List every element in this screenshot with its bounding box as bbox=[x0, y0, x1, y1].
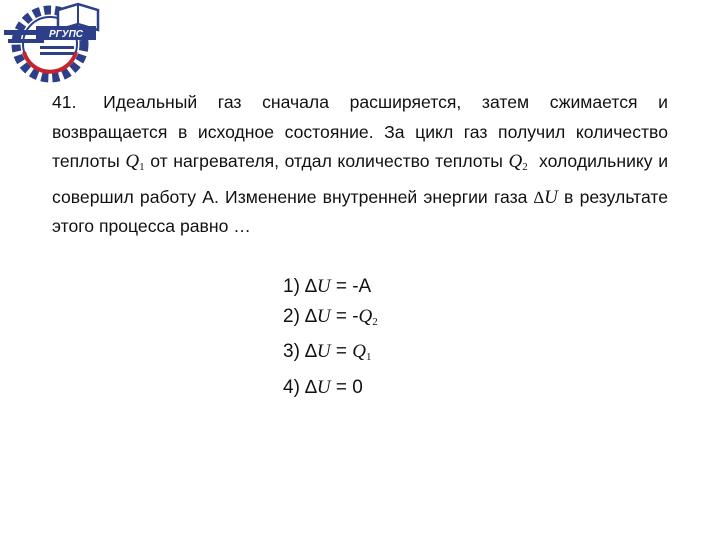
question-part-3: холодильнику и совершил работу А. Изменение внутренней энергии газа bbox=[52, 151, 669, 207]
question-part-2: от нагревателя, отдал количество теплоты bbox=[150, 151, 503, 172]
question-number: 41. bbox=[52, 92, 77, 112]
answer-option-2[interactable]: 2) $\Delta U = -Q_2$ bbox=[283, 305, 378, 328]
question-part-4: в результате этого процесса равно … bbox=[52, 186, 669, 237]
logo-text: РГУПС bbox=[49, 29, 83, 40]
q1-symbol: $Q_1$ bbox=[125, 151, 145, 174]
answer-option-1[interactable]: 1) ∆U = -А bbox=[283, 276, 372, 297]
q2-symbol: $Q_2$ bbox=[508, 151, 528, 174]
delta-symbol: ∆ bbox=[533, 187, 545, 207]
question-text bbox=[52, 88, 668, 242]
answer-options bbox=[283, 272, 378, 402]
u-symbol: U bbox=[544, 186, 558, 208]
university-logo bbox=[0, 0, 112, 84]
answer-option-3[interactable]: 3) $\Delta U = Q_1$ bbox=[283, 341, 372, 363]
answer-option-4[interactable]: 4) ∆U = 0 bbox=[283, 376, 363, 398]
question-part-1: Идеальный газ сначала расширяется, затем сжимается и возвращается в исходное состояние. За цикл газ получил количество теплоты bbox=[52, 92, 668, 172]
